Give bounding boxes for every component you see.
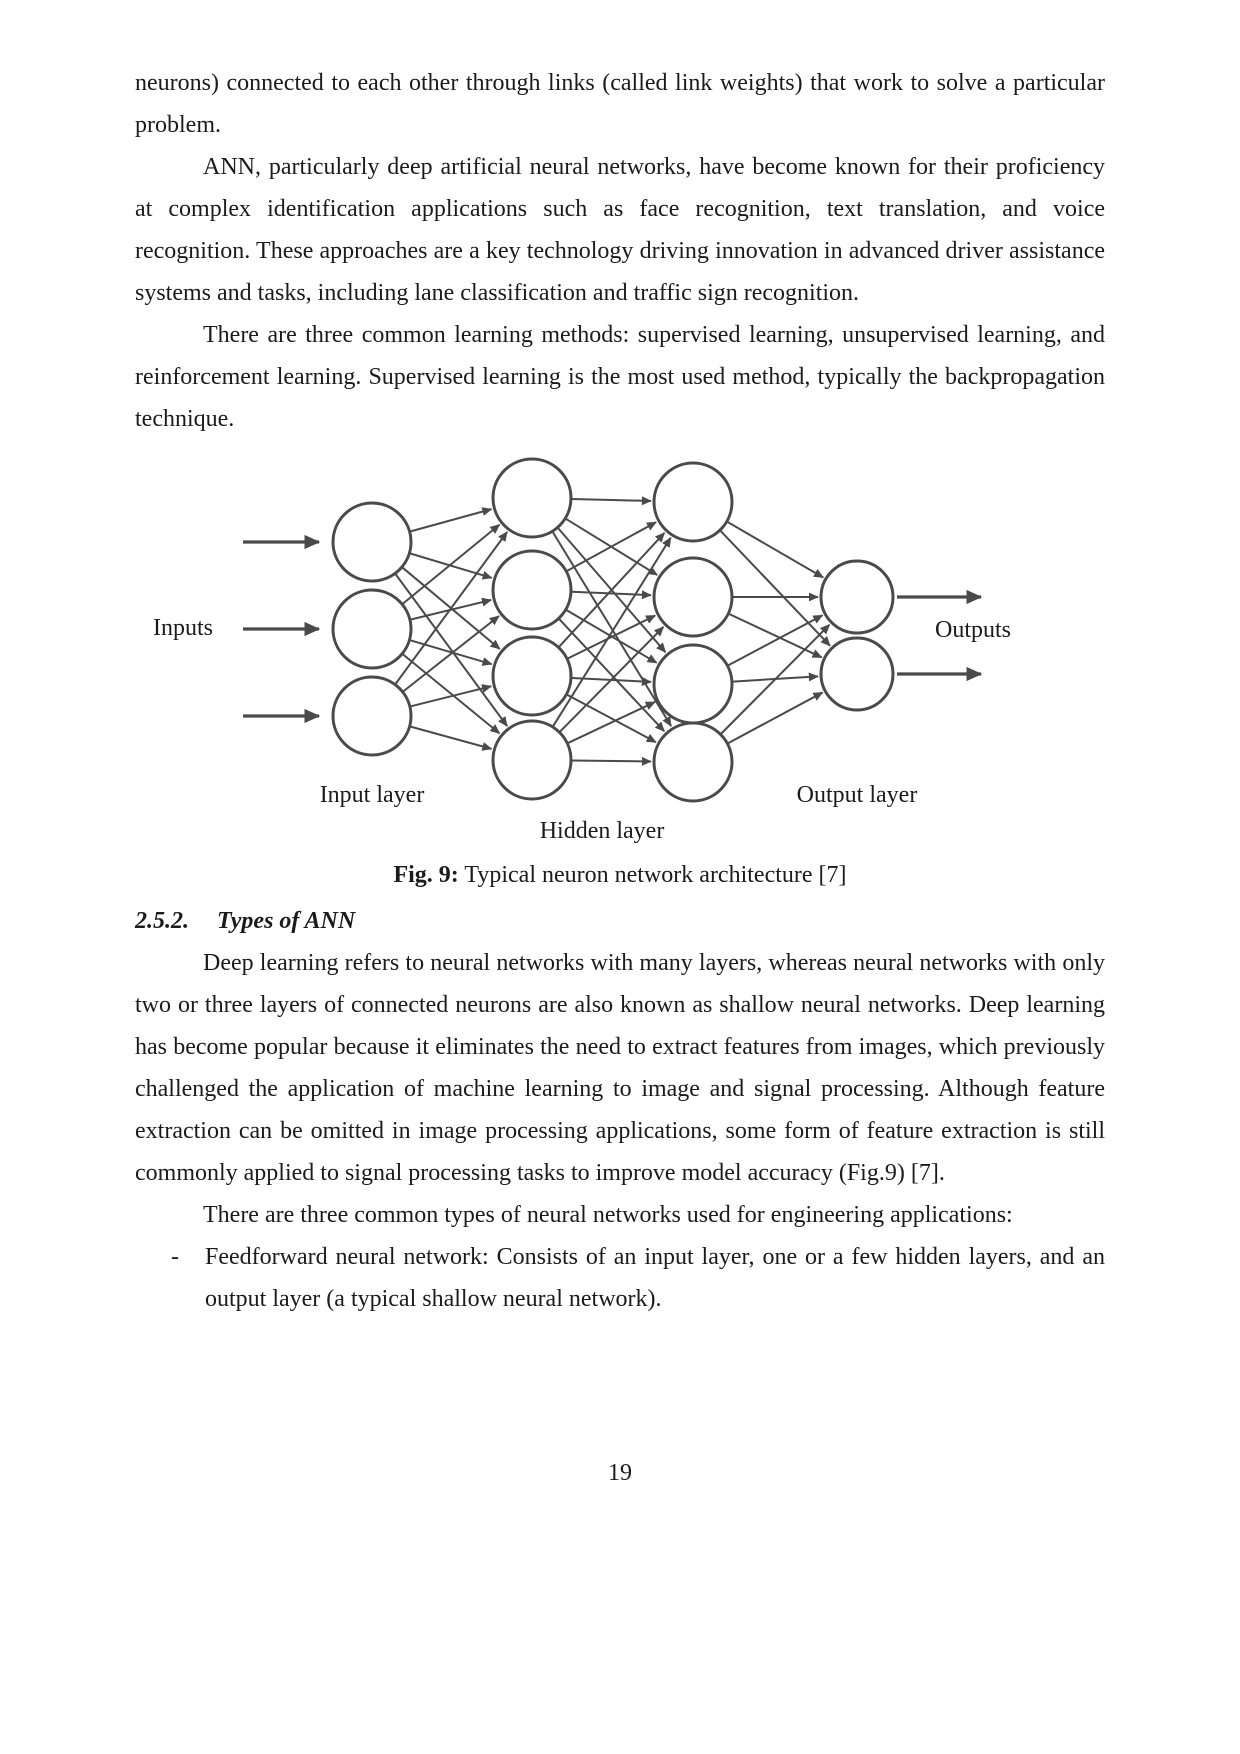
figure-caption-text: Typical neuron network architecture [7]: [464, 862, 847, 888]
output-layer-label: Output layer: [796, 782, 918, 808]
list-item-text: Feedforward neural network: Consists of an input layer, one or a few hidden layers, and an output layer (a typical shallow neural network).: [205, 1244, 1105, 1312]
inputs-label: Inputs: [153, 615, 213, 641]
paragraph-three-types: There are three common types of neural networks used for engineering applications:: [203, 1202, 1013, 1228]
hidden-layer-label: Hidden layer: [539, 818, 665, 844]
ann-diagram: [135, 452, 1105, 852]
section-title: Types of ANN: [217, 908, 356, 934]
bullet-marker: -: [171, 1244, 179, 1270]
paragraph-deep-learning: Deep learning refers to neural networks with many layers, whereas neural networks with only two or three layers of connected neurons are also known as shallow neural networks. Deep learning has become popular because it eliminates the need to extract features from images, which previously challenged the application of machine learning to image and signal processing. Although feature extraction can be omitted in image processing applications, some form of feature extraction is still commonly applied to signal processing tasks to improve model accuracy (Fig.9) [7].: [135, 950, 1105, 1186]
figure-caption-label: Fig. 9:: [393, 862, 459, 888]
outputs-label: Outputs: [935, 617, 1012, 643]
figure-9: [135, 452, 1105, 896]
section-number: 2.5.2.: [135, 908, 189, 934]
input-layer-label: Input layer: [319, 782, 425, 808]
paragraph-learning-methods: There are three common learning methods: supervised learning, unsupervised learning, and reinforcement learning. Supervised learning is the most used method, typically the backpropagation technique.: [135, 322, 1105, 432]
page-number: 19: [608, 1460, 632, 1486]
paragraph-ann-applications: ANN, particularly deep artificial neural networks, have become known for their proficiency at complex identification applications such as face recognition, text translation, and voice recognition. These approaches are a key technology driving innovation in advanced driver assistance systems and tasks, including lane classification and traffic sign recognition.: [135, 154, 1105, 306]
figure-caption: [135, 854, 1105, 896]
paragraph-intro: neurons) connected to each other through links (called link weights) that work to solve a particular problem.: [135, 70, 1105, 138]
list-item-feedforward: [135, 1236, 1105, 1320]
section-heading: [135, 900, 1105, 942]
